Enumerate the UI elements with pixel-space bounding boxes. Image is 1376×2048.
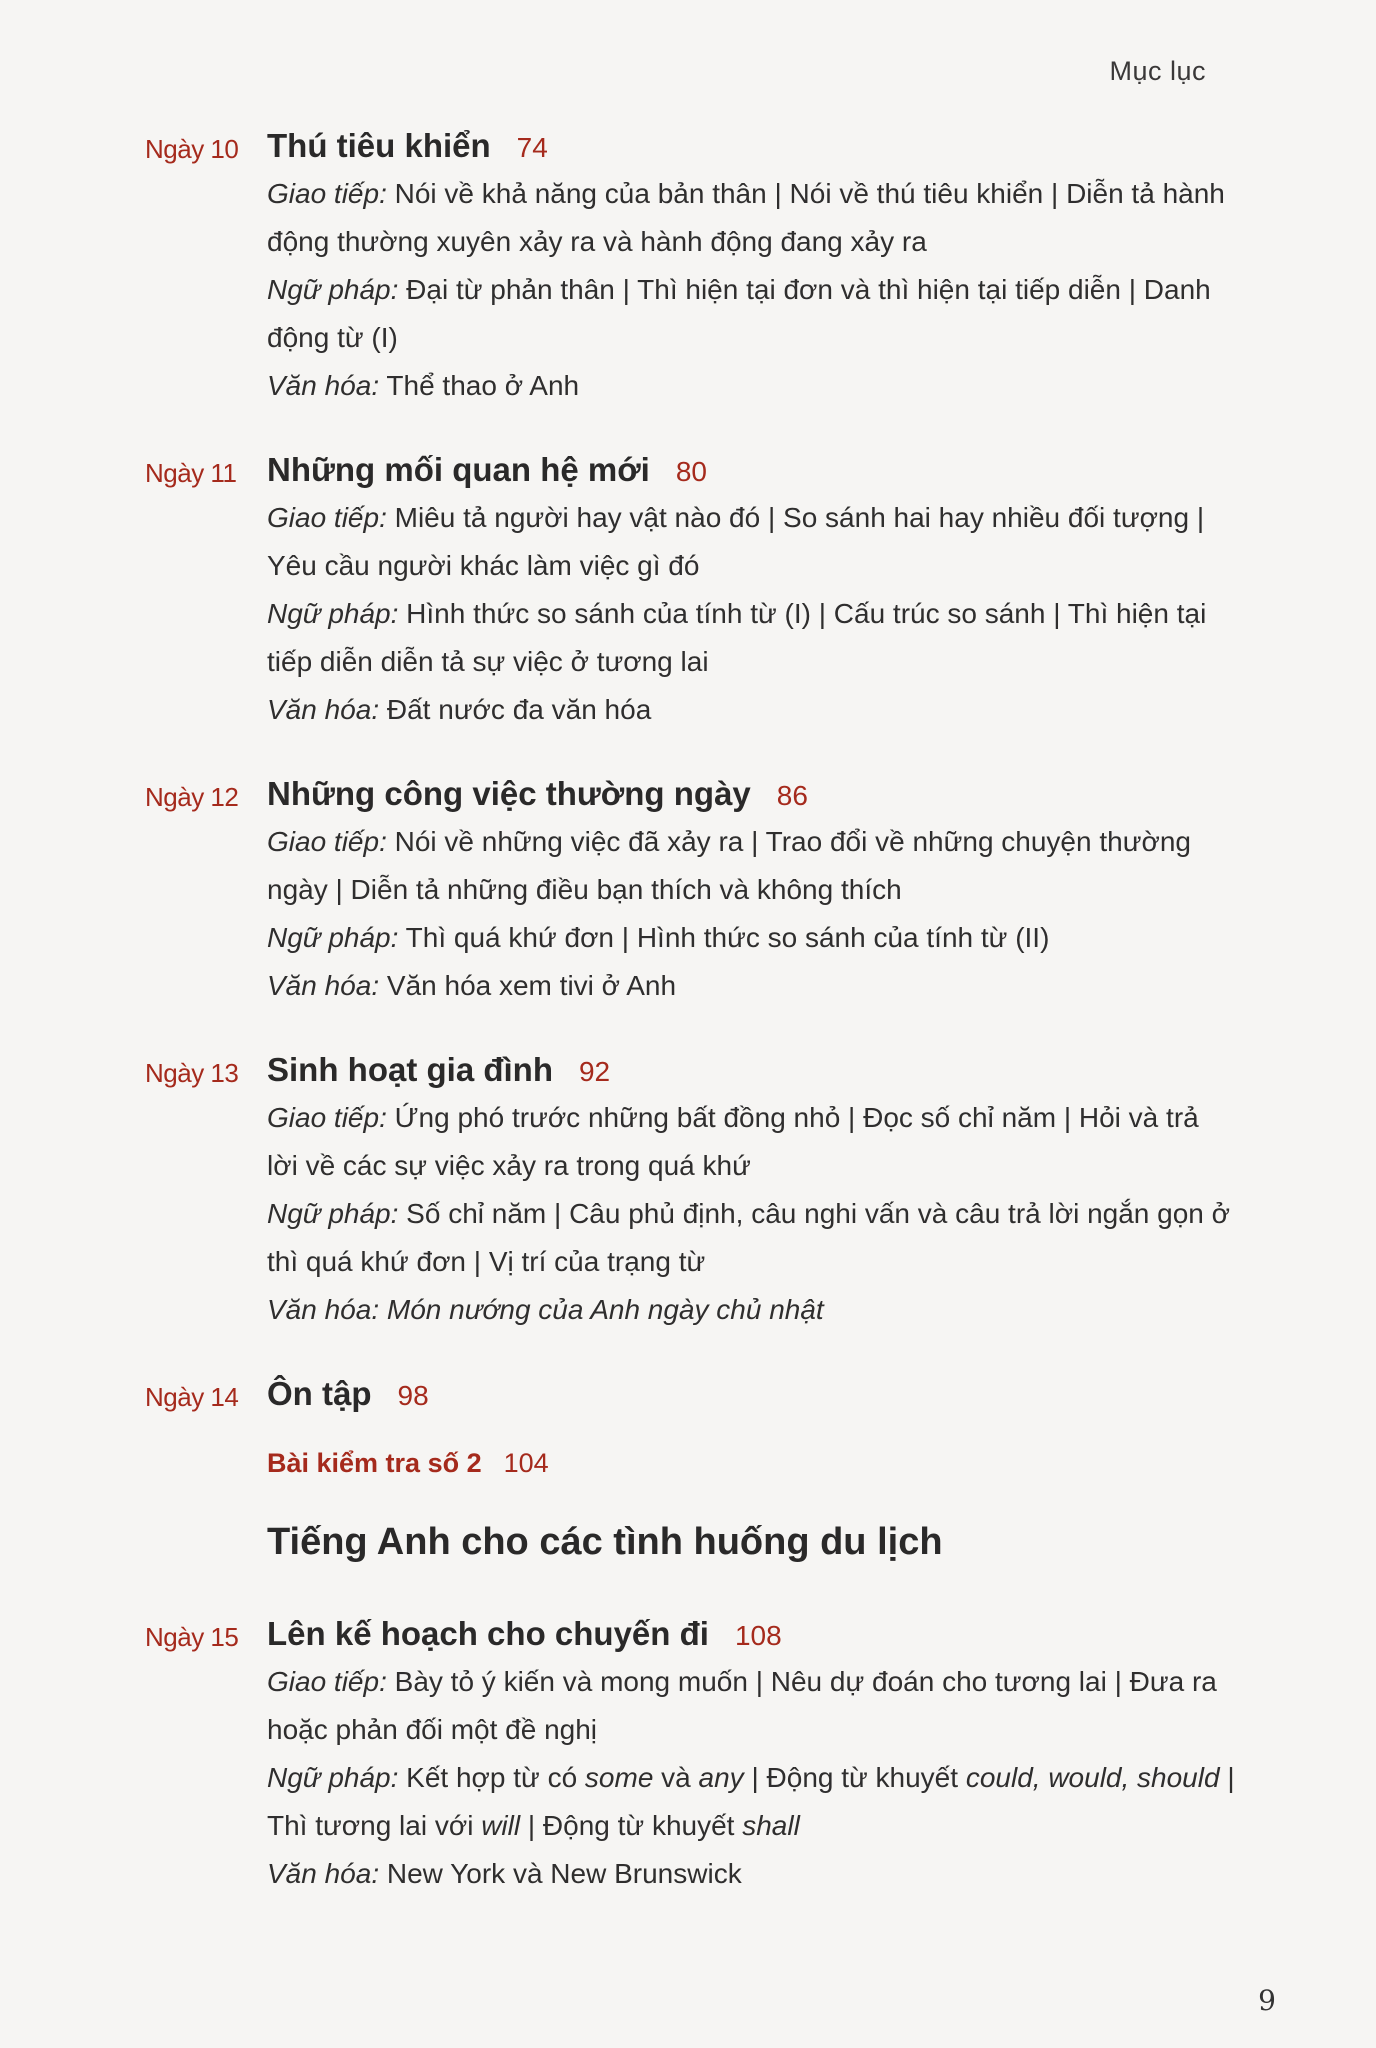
culture-text: Món nướng của Anh ngày chủ nhật: [386, 1294, 824, 1325]
grammar-term-any: any: [698, 1762, 744, 1793]
toc-entry-day-15: [145, 1612, 1235, 1898]
grammar-text: Hình thức so sánh của tính từ (I) | Cấu trúc so sánh | Thì hiện tại tiếp diễn diễn tả sự việc ở tương lai: [267, 598, 1207, 677]
communication-line: [267, 818, 1235, 914]
entry-title: [267, 1372, 1235, 1418]
culture-text: Văn hóa xem tivi ở Anh: [386, 970, 677, 1001]
entry-title: [267, 448, 1235, 494]
grammar-text: Đại từ phản thân | Thì hiện tại đơn và thì hiện tại tiếp diễn | Danh động từ (I): [267, 274, 1211, 353]
culture-label: Văn hóa:: [267, 694, 380, 725]
culture-label: Văn hóa:: [267, 1858, 380, 1889]
communication-text: Nói về khả năng của bản thân | Nói về thú tiêu khiển | Diễn tả hành động thường xuyên xảy ra và hành động đang xảy ra: [267, 178, 1225, 257]
grammar-text: | Động từ khuyết: [743, 1762, 966, 1793]
day-label: Ngày 13: [145, 1058, 239, 1088]
grammar-label: Ngữ pháp:: [267, 922, 399, 953]
communication-line: [267, 1658, 1235, 1754]
entry-page-number: 92: [578, 1056, 611, 1087]
toc-entry-day-14: [145, 1372, 1235, 1418]
communication-text: Ứng phó trước những bất đồng nhỏ | Đọc số chỉ năm | Hỏi và trả lời về các sự việc xảy ra trong quá khứ: [267, 1102, 1199, 1181]
culture-label: Văn hóa:: [267, 370, 380, 401]
toc-entry-test-2: [267, 1448, 1235, 1479]
entry-body: [267, 1048, 1235, 1334]
culture-line: [267, 362, 1235, 410]
test-page-number: 104: [503, 1448, 549, 1478]
running-head: Mục lục: [1109, 56, 1206, 86]
communication-text: Nói về những việc đã xảy ra | Trao đổi về những chuyện thường ngày | Diễn tả những điều bạn thích và không thích: [267, 826, 1191, 905]
communication-text: Miêu tả người hay vật nào đó | So sánh hai hay nhiều đối tượng | Yêu cầu người khác làm việc gì đó: [267, 502, 1205, 581]
communication-label: Giao tiếp:: [267, 1102, 387, 1133]
grammar-line: [267, 1754, 1235, 1850]
grammar-term-will: will: [481, 1810, 521, 1841]
entry-page-number: 98: [397, 1380, 429, 1411]
page-number: 9: [1258, 1984, 1276, 2017]
entry-body: [267, 1612, 1235, 1898]
grammar-label: Ngữ pháp:: [267, 598, 399, 629]
communication-label: Giao tiếp:: [267, 826, 387, 857]
day-label: Ngày 14: [145, 1382, 239, 1412]
grammar-line: [267, 266, 1235, 362]
table-of-contents: [145, 124, 1235, 1936]
entry-title: [267, 124, 1235, 170]
entry-page-number: 80: [675, 456, 708, 487]
grammar-text: và: [653, 1762, 699, 1793]
toc-entry-day-13: [145, 1048, 1235, 1334]
communication-label: Giao tiếp:: [267, 1666, 387, 1697]
test-title: Bài kiểm tra số 2: [267, 1448, 482, 1478]
culture-label: Văn hóa:: [267, 1294, 380, 1325]
entry-body: [267, 448, 1235, 734]
entry-title-text: Ôn tập: [267, 1375, 372, 1412]
day-label: Ngày 11: [145, 458, 237, 488]
communication-text: Bày tỏ ý kiến và mong muốn | Nêu dự đoán cho tương lai | Đưa ra hoặc phản đối một đề nghị: [267, 1666, 1217, 1745]
culture-line: [267, 1286, 1235, 1334]
day-label: Ngày 10: [145, 134, 239, 164]
grammar-line: [267, 1190, 1235, 1286]
day-label: Ngày 12: [145, 782, 239, 812]
grammar-text: Thì quá khứ đơn | Hình thức so sánh của tính từ (II): [405, 922, 1050, 953]
entry-page-number: 108: [734, 1620, 782, 1651]
grammar-label: Ngữ pháp:: [267, 1198, 399, 1229]
culture-text: Đất nước đa văn hóa: [386, 694, 652, 725]
communication-label: Giao tiếp:: [267, 502, 387, 533]
communication-line: [267, 494, 1235, 590]
toc-entry-day-11: [145, 448, 1235, 734]
communication-line: [267, 170, 1235, 266]
culture-text: New York và New Brunswick: [386, 1858, 742, 1889]
entry-title-text: Những mối quan hệ mới: [267, 451, 650, 488]
section-heading: Tiếng Anh cho các tình huống du lịch: [267, 1521, 943, 1563]
toc-entry-day-12: [145, 772, 1235, 1010]
entry-title: [267, 1612, 1235, 1658]
culture-label: Văn hóa:: [267, 970, 380, 1001]
grammar-label: Ngữ pháp:: [267, 274, 399, 305]
entry-page-number: 86: [776, 780, 808, 811]
grammar-text: | Động từ khuyết: [520, 1810, 743, 1841]
toc-entry-day-10: [145, 124, 1235, 410]
grammar-line: [267, 590, 1235, 686]
culture-line: [267, 962, 1235, 1010]
entry-body: [267, 124, 1235, 410]
day-label: Ngày 15: [145, 1622, 239, 1652]
grammar-term-shall: shall: [742, 1810, 800, 1841]
grammar-term-modals: could, would, should: [965, 1762, 1220, 1793]
grammar-label: Ngữ pháp:: [267, 1762, 399, 1793]
grammar-text: Số chỉ năm | Câu phủ định, câu nghi vấn và câu trả lời ngắn gọn ở thì quá khứ đơn | Vị trí của trạng từ: [267, 1198, 1231, 1277]
entry-title-text: Những công việc thường ngày: [267, 775, 751, 812]
entry-title-text: Sinh hoạt gia đình: [267, 1051, 553, 1088]
entry-page-number: 74: [516, 132, 548, 163]
grammar-line: [267, 914, 1235, 962]
entry-body: [267, 772, 1235, 1010]
entry-title-text: Thú tiêu khiển: [267, 127, 491, 164]
entry-body: [267, 1372, 1235, 1418]
communication-line: [267, 1094, 1235, 1190]
entry-title: [267, 772, 1235, 818]
grammar-text: Kết hợp từ có: [406, 1762, 585, 1793]
culture-line: [267, 686, 1235, 734]
culture-line: [267, 1850, 1235, 1898]
entry-title: [267, 1048, 1235, 1094]
entry-title-text: Lên kế hoạch cho chuyến đi: [267, 1615, 709, 1652]
grammar-term-some: some: [584, 1762, 654, 1793]
culture-text: Thể thao ở Anh: [386, 370, 580, 401]
communication-label: Giao tiếp:: [267, 178, 387, 209]
grammar-text: | Thì tương lai với: [267, 1762, 1235, 1841]
